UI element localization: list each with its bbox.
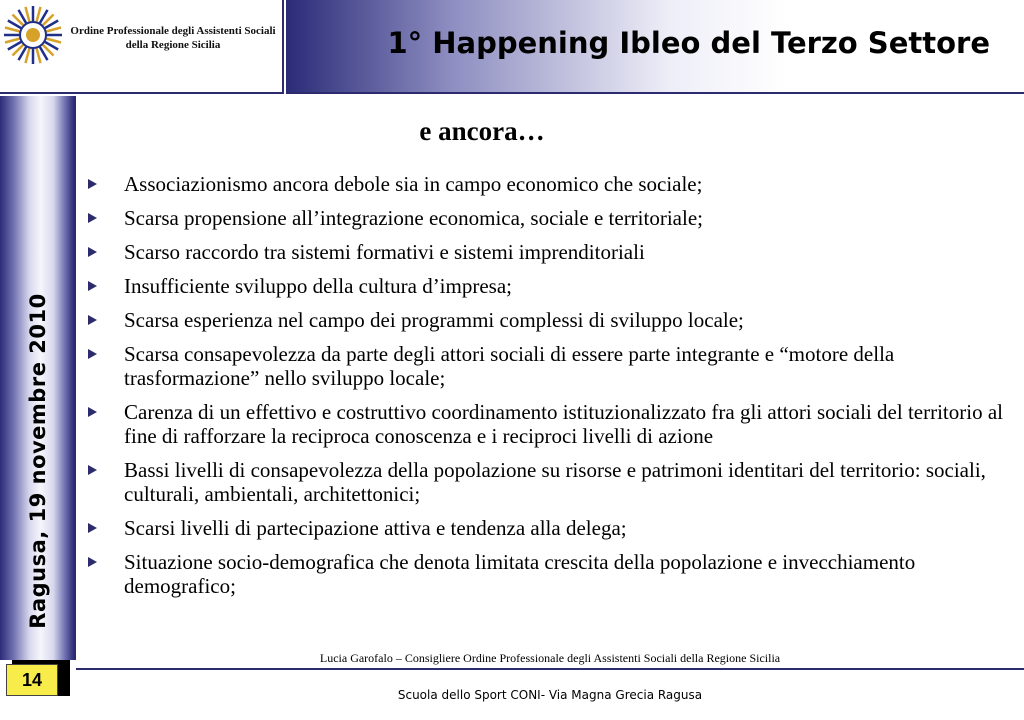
triangle-bullet-icon <box>88 179 97 189</box>
footer-divider <box>76 668 1024 670</box>
logo-panel <box>0 0 284 94</box>
title-bar <box>286 0 1024 94</box>
triangle-bullet-icon <box>88 523 97 533</box>
list-item-text: Scarsi livelli di partecipazione attiva e tendenza alla delega; <box>124 516 627 540</box>
list-item-text: Scarso raccordo tra sistemi formativi e sistemi imprenditoriali <box>124 240 645 264</box>
sunburst-logo-icon <box>2 4 64 66</box>
list-item <box>88 342 1008 390</box>
list-item-text: Associazionismo ancora debole sia in campo economico che sociale; <box>124 172 703 196</box>
list-item <box>88 172 1008 196</box>
list-item-text: Situazione socio-demografica che denota limitata crescita della popolazione e invecchiamento demografico; <box>124 550 916 598</box>
list-item-text: Bassi livelli di consapevolezza della popolazione su risorse e patrimoni identitari del territorio: sociali, culturali, ambientali, architettonici; <box>124 458 986 506</box>
list-item <box>88 308 1008 332</box>
list-item-text: Scarsa esperienza nel campo dei programmi complessi di sviluppo locale; <box>124 308 744 332</box>
triangle-bullet-icon <box>88 213 97 223</box>
list-item <box>88 400 1008 448</box>
slide-title: 1° Happening Ibleo del Terzo Settore <box>387 26 990 60</box>
footer-credit: Lucia Garofalo – Consigliere Ordine Professionale degli Assistenti Sociali della Regione Sicilia <box>319 651 781 665</box>
logo-ray <box>5 38 20 42</box>
event-date-location: Ragusa, 19 novembre 2010 <box>26 293 50 629</box>
venue-text: Scuola dello Sport CONI- Via Magna Grecia Ragusa <box>397 688 703 702</box>
list-item-text: Scarsa propensione all’integrazione economica, sociale e territoriale; <box>124 206 703 230</box>
list-item-text: Insufficiente sviluppo della cultura d’impresa; <box>124 274 512 298</box>
logo-ray <box>36 7 40 22</box>
slide-subtitle-row <box>0 116 1024 147</box>
logo-ray <box>25 48 29 63</box>
triangle-bullet-icon <box>88 465 97 475</box>
triangle-bullet-icon <box>88 349 97 359</box>
page-number: 14 <box>6 664 58 696</box>
triangle-bullet-icon <box>88 407 97 417</box>
organization-name: Ordine Professionale degli Assistenti Sociali della Regione Sicilia <box>70 25 276 51</box>
triangle-bullet-icon <box>88 315 97 325</box>
logo-ray <box>36 48 40 63</box>
sidebar <box>0 96 76 660</box>
triangle-bullet-icon <box>88 247 97 257</box>
list-item <box>88 206 1008 230</box>
logo-ray <box>25 7 29 22</box>
bullet-list <box>88 172 1008 608</box>
list-item <box>88 458 1008 506</box>
list-item <box>88 240 1008 264</box>
triangle-bullet-icon <box>88 557 97 567</box>
list-item <box>88 274 1008 298</box>
slide-subtitle: e ancora… <box>419 116 545 146</box>
list-item-text: Carenza di un effettivo e costruttivo coordinamento istituzionalizzato fra gli attori sociali del territorio al fine di rafforzare la reciproca conoscenza e i reciproci livelli di azione <box>124 400 1003 448</box>
logo-ray <box>46 27 61 31</box>
list-item-text: Scarsa consapevolezza da parte degli attori sociali di essere parte integrante e “motore della trasformazione” nello sviluppo locale; <box>124 342 895 390</box>
logo-ray <box>46 38 61 42</box>
list-item <box>88 516 1008 540</box>
list-item <box>88 550 1008 598</box>
triangle-bullet-icon <box>88 281 97 291</box>
logo-ray <box>5 27 20 31</box>
